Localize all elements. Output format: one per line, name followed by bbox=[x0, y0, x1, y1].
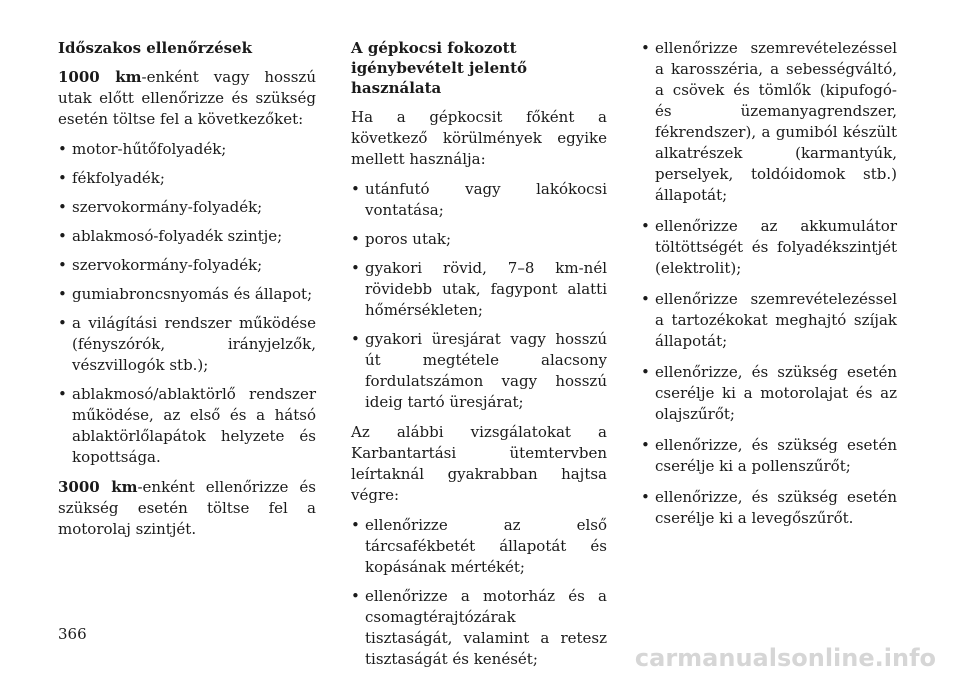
intro-text: -enként vagy hosszú utak előtt ellenőrizze és szükség esetén töltse fel a következőket: bbox=[58, 68, 316, 128]
list-item: • ablakmosó/ablaktörlő rendszer működése, az első és a hátsó ablaktörlőlapátok helyzete és kopottsága. bbox=[58, 384, 316, 468]
list-item: • ellenőrizze, és szükség esetén cserélje ki a levegőszűrőt. bbox=[641, 487, 897, 529]
list-item: • ellenőrizze, és szükség esetén cserélje ki a motorolajat és az olajszűrőt; bbox=[641, 362, 897, 425]
interval-label: 1000 km bbox=[58, 68, 142, 86]
intro-paragraph bbox=[58, 67, 316, 130]
inspection-list-continued bbox=[641, 38, 897, 529]
list-item: • gyakori üresjárat vagy hosszú út megtétele alacsony fordulatszámon vagy hosszú ideig tartó üresjárat; bbox=[351, 329, 607, 413]
column-3 bbox=[641, 38, 897, 539]
list-item: • gumiabroncsnyomás és állapot; bbox=[58, 284, 316, 305]
list-item: • fékfolyadék; bbox=[58, 168, 316, 189]
column-2 bbox=[351, 38, 607, 679]
section-heading: Időszakos ellenőrzések bbox=[58, 39, 252, 57]
interval-label: 3000 km bbox=[58, 478, 138, 496]
list-item: • utánfutó vagy lakókocsi vontatása; bbox=[351, 179, 607, 221]
list-item: • ellenőrizze szemrevételezéssel a tartozékokat meghajtó szíjak állapotát; bbox=[641, 289, 897, 352]
middle-paragraph: Az alábbi vizsgálatokat a Karbantartási ütemtervben leírtaknál gyakrabban hajtsa végre: bbox=[351, 423, 607, 504]
list-item: • szervokormány-folyadék; bbox=[58, 255, 316, 276]
list-item: • ellenőrizze a motorház és a csomagtérajtózárak tisztaságát, valamint a retesz tisztaságát és kenését; bbox=[351, 586, 607, 670]
outro-text: -enként ellenőrizze és szükség esetén töltse fel a motorolaj szintjét. bbox=[58, 478, 316, 538]
list-item: • ablakmosó-folyadék szintje; bbox=[58, 226, 316, 247]
list-item: • gyakori rövid, 7–8 km-nél rövidebb utak, fagypont alatti hőmérsékleten; bbox=[351, 258, 607, 321]
intro-paragraph: Ha a gépkocsit főként a következő körülmények egyike mellett használja: bbox=[351, 108, 607, 168]
section-heading: A gépkocsi fokozott igénybevételt jelentő használata bbox=[351, 39, 528, 97]
list-item: • a világítási rendszer működése (fényszórók, irányjelzők, vészvillogók stb.); bbox=[58, 313, 316, 376]
check-list bbox=[58, 139, 316, 468]
list-item: • ellenőrizze, és szükség esetén cserélje ki a pollenszűrőt; bbox=[641, 435, 897, 477]
list-item: • szervokormány-folyadék; bbox=[58, 197, 316, 218]
list-item: • poros utak; bbox=[351, 229, 607, 250]
list-item: • ellenőrizze az akkumulátor töltöttségét és folyadékszintjét (elektrolit); bbox=[641, 216, 897, 279]
list-item: • ellenőrizze az első tárcsafékbetét állapotát és kopásának mértékét; bbox=[351, 515, 607, 578]
outro-paragraph bbox=[58, 477, 316, 540]
watermark: carmanualsonline.info bbox=[634, 644, 936, 672]
list-item: • motor-hűtőfolyadék; bbox=[58, 139, 316, 160]
conditions-list bbox=[351, 179, 607, 413]
inspection-list bbox=[351, 515, 607, 670]
list-item: • ellenőrizze szemrevételezéssel a karosszéria, a sebességváltó, a csövek és tömlők (kipufogó- és üzemanyagrendszer, fékrendszer), a gumiból készült alkatrészek (karmantyúk, perselyek, toldóidomok stb.) állapotát; bbox=[641, 38, 897, 206]
column-1 bbox=[58, 38, 316, 549]
page-number: 366 bbox=[58, 625, 87, 643]
